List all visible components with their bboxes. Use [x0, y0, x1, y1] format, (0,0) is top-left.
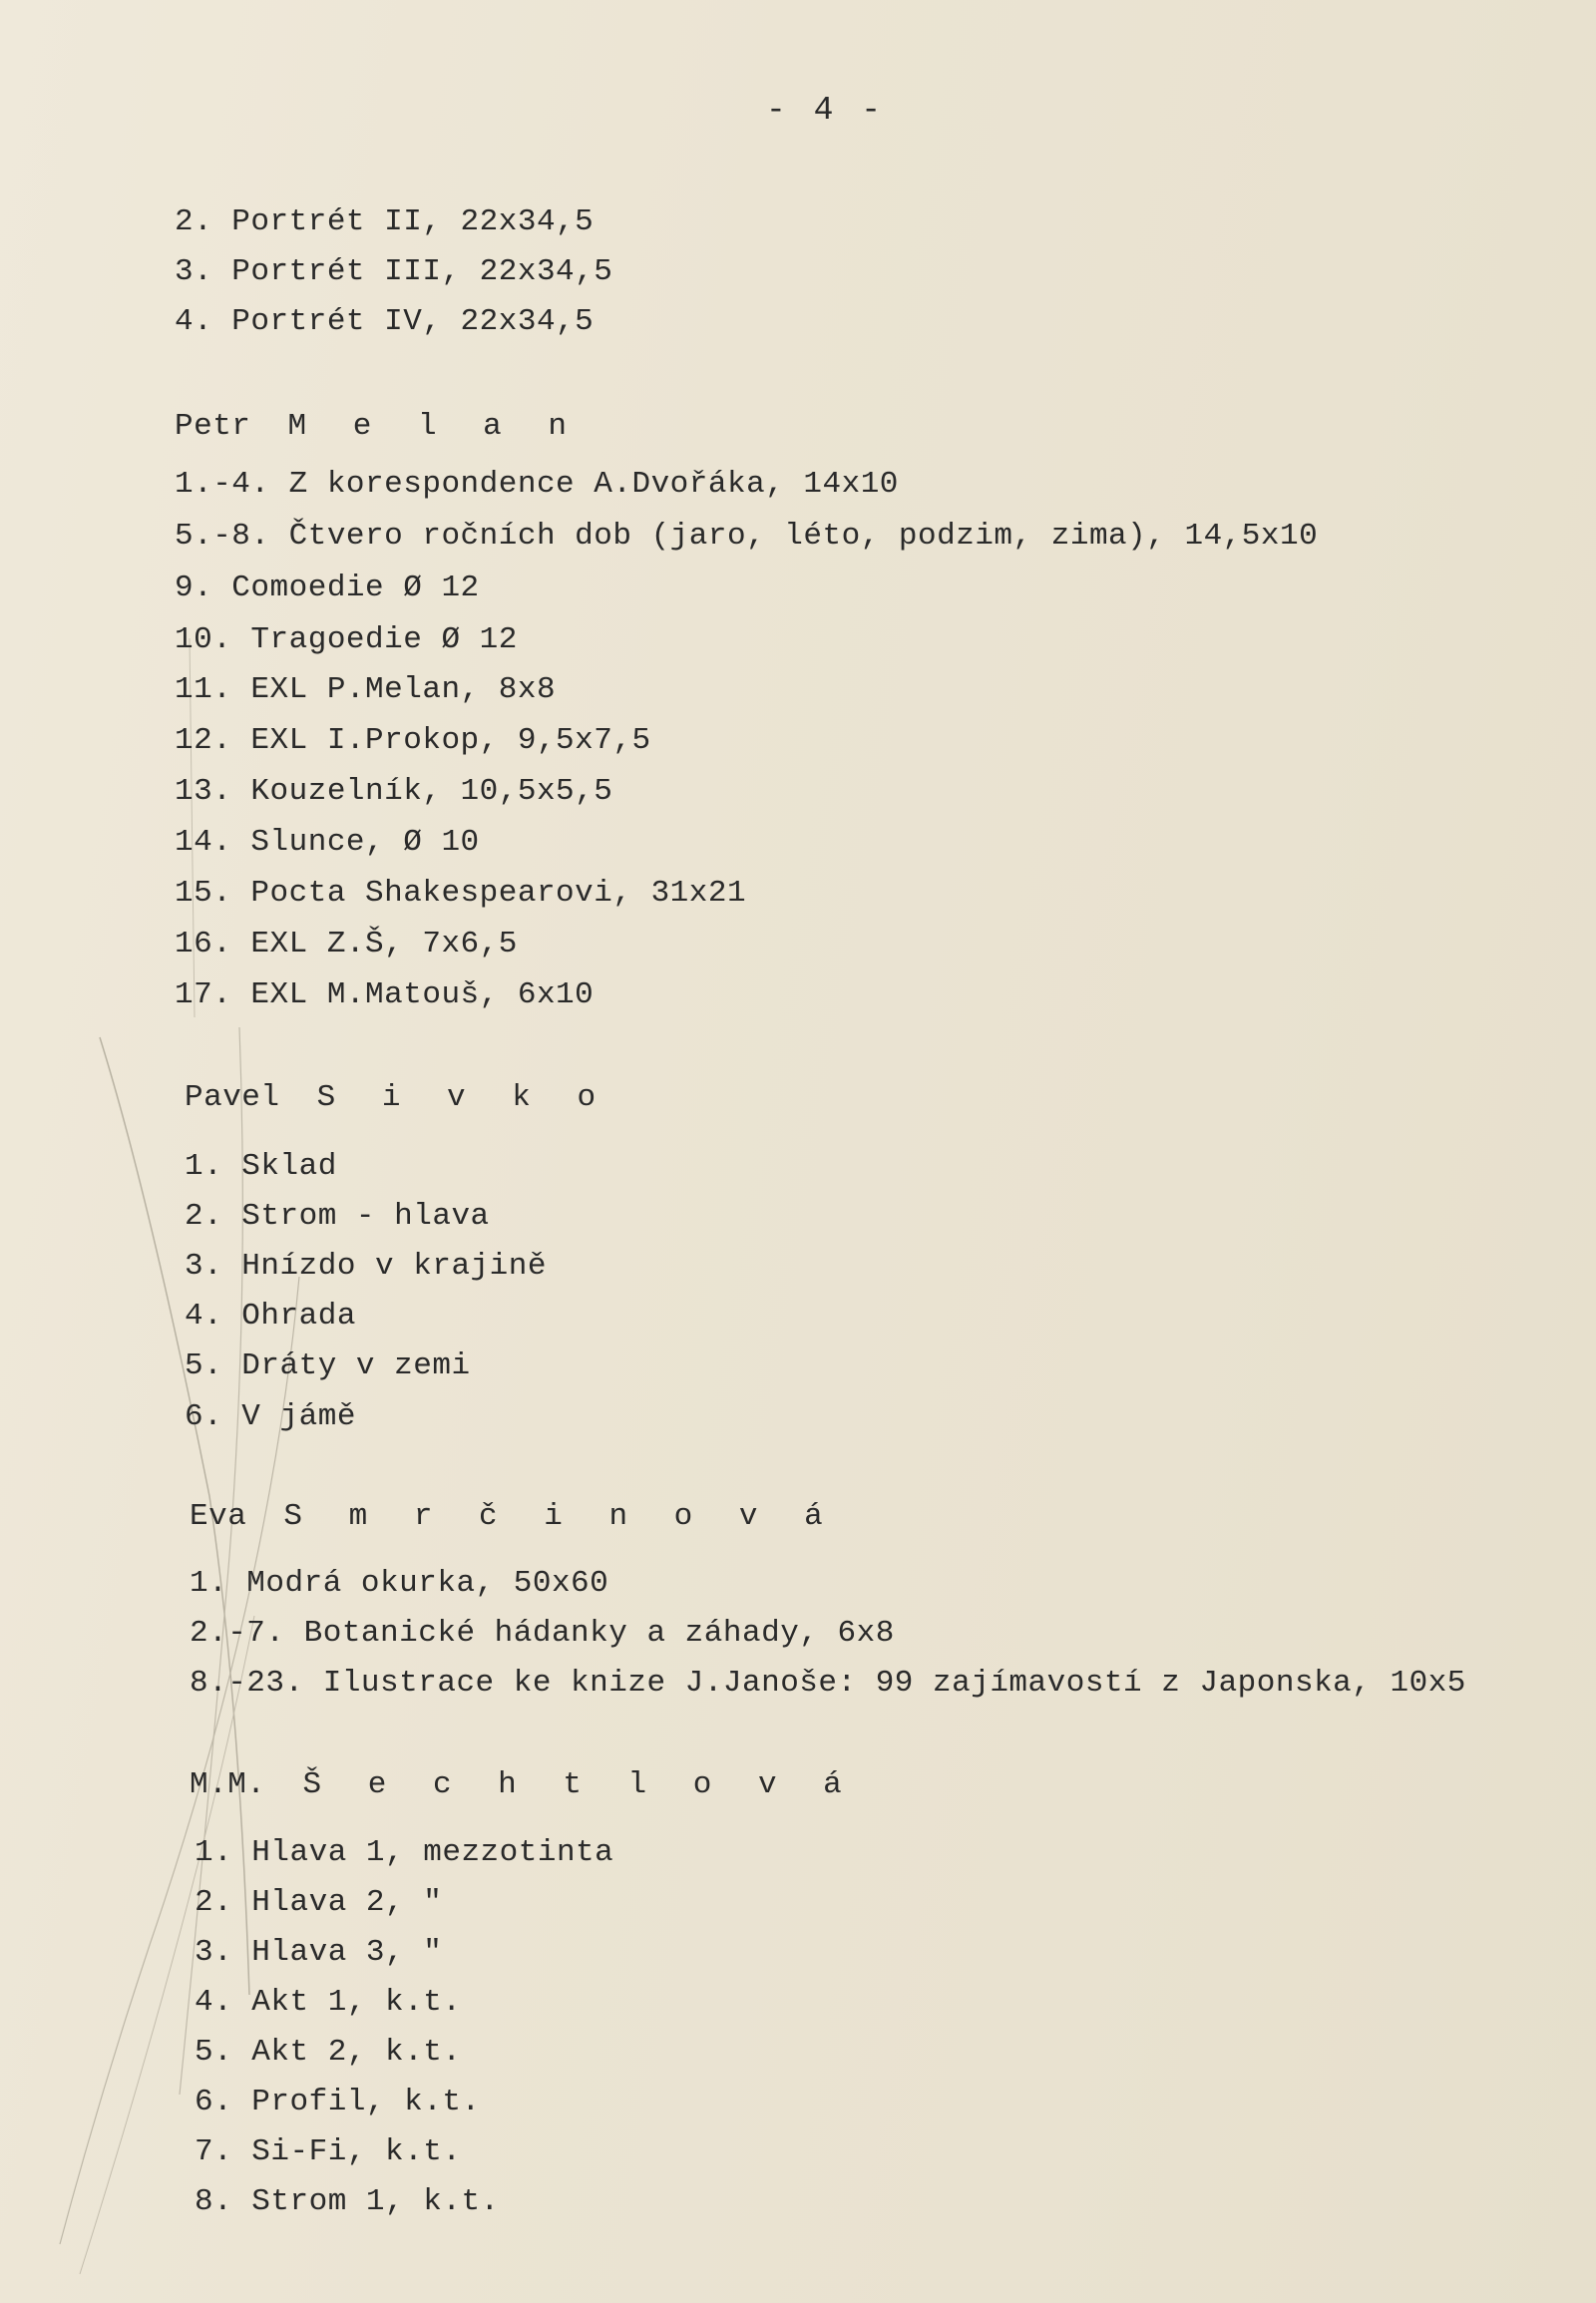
list-item: 7. Si-Fi, k.t. — [195, 2134, 462, 2169]
list-item: 15. Pocta Shakespearovi, 31x21 — [175, 876, 747, 911]
list-item: 3. Hlava 3, " — [195, 1935, 443, 1970]
list-item: 6. V jámě — [185, 1399, 356, 1434]
list-item: 3. Portrét III, 22x34,5 — [175, 254, 613, 289]
list-item: 2. Portrét II, 22x34,5 — [175, 204, 595, 239]
list-item: 12. EXL I.Prokop, 9,5x7,5 — [175, 723, 651, 758]
artist-heading — [190, 1767, 1596, 1802]
list-item: 2. Hlava 2, " — [195, 1885, 443, 1920]
list-item: 16. EXL Z.Š, 7x6,5 — [175, 927, 518, 961]
artist-first-name: Petr — [175, 409, 251, 444]
list-item: 3. Hnízdo v krajině — [185, 1249, 547, 1284]
list-item: 5. Dráty v zemi — [185, 1348, 471, 1383]
artist-first-name: M.M. — [190, 1767, 266, 1802]
artist-heading — [175, 409, 1596, 444]
list-item: 4. Ohrada — [185, 1299, 356, 1334]
artist-surname: S i v k o — [316, 1080, 610, 1115]
list-item: 1.-4. Z korespondence A.Dvořáka, 14x10 — [175, 467, 899, 502]
list-item: 11. EXL P.Melan, 8x8 — [175, 672, 557, 707]
page-number: - 4 - — [766, 92, 886, 129]
list-item: 8. Strom 1, k.t. — [195, 2184, 500, 2219]
list-item: 6. Profil, k.t. — [195, 2085, 481, 2119]
artist-surname: S m r č i n o v á — [283, 1499, 837, 1534]
list-item: 10. Tragoedie Ø 12 — [175, 622, 518, 657]
list-item: 1. Modrá okurka, 50x60 — [190, 1566, 609, 1601]
artist-first-name: Eva — [190, 1499, 247, 1534]
list-item: 17. EXL M.Matouš, 6x10 — [175, 977, 595, 1012]
list-item: 9. Comoedie Ø 12 — [175, 571, 480, 605]
artist-heading — [185, 1080, 1596, 1115]
list-item: 4. Akt 1, k.t. — [195, 1985, 462, 2020]
artist-heading — [190, 1499, 1596, 1534]
artist-surname: M e l a n — [287, 409, 581, 444]
artist-first-name: Pavel — [185, 1080, 280, 1115]
list-item: 13. Kouzelník, 10,5x5,5 — [175, 774, 613, 809]
list-item: 2. Strom - hlava — [185, 1199, 490, 1234]
list-item: 5.-8. Čtvero ročních dob (jaro, léto, podzim, zima), 14,5x10 — [175, 519, 1319, 554]
list-item: 8.-23. Ilustrace ke knize J.Janoše: 99 zajímavostí z Japonska, 10x5 — [190, 1666, 1466, 1701]
list-item: 4. Portrét IV, 22x34,5 — [175, 304, 595, 339]
list-item: 5. Akt 2, k.t. — [195, 2035, 462, 2070]
list-item: 1. Hlava 1, mezzotinta — [195, 1835, 614, 1870]
artist-surname: Š e c h t l o v á — [302, 1767, 856, 1802]
list-item: 14. Slunce, Ø 10 — [175, 825, 480, 860]
list-item: 2.-7. Botanické hádanky a záhady, 6x8 — [190, 1616, 895, 1651]
list-item: 1. Sklad — [185, 1149, 337, 1184]
